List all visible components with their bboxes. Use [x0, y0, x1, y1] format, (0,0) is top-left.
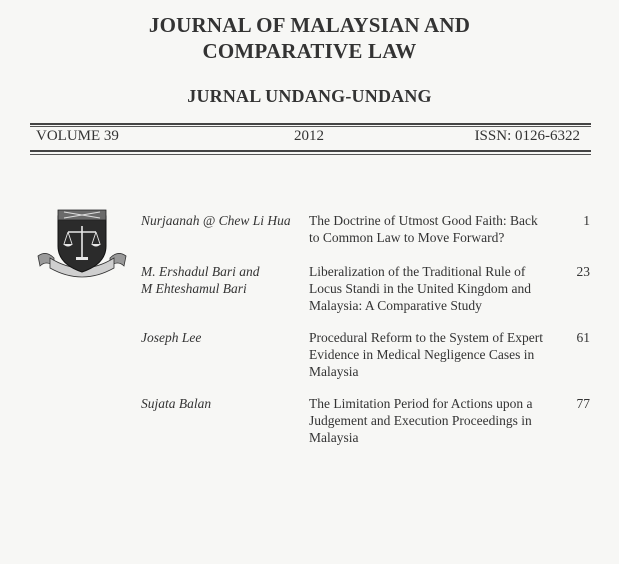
entry-title: The Limitation Period for Actions upon a Judgement and Execution Proceedings in Malaysia [309, 396, 533, 445]
entry-page-number: 1 [583, 213, 590, 228]
entry-title: Liberalization of the Traditional Rule of Locus Standi in the United Kingdom and Malaysia: A Comparative Study [309, 264, 531, 313]
university-crest-icon [36, 202, 128, 282]
journal-title-line-2: COMPARATIVE LAW [202, 39, 417, 63]
journal-subtitle: JURNAL UNDANG-UNDANG [187, 86, 432, 106]
entry-title: Procedural Reform to the System of Expert Evidence in Medical Negligence Cases in Malaysia [309, 330, 543, 379]
entry-page-number: 61 [576, 330, 590, 345]
volume-label: VOLUME 39 [36, 128, 119, 144]
entry-author: Nurjaanah @ Chew Li Hua [141, 213, 291, 228]
entry-author: Joseph Lee [141, 330, 202, 345]
bottom-rule [30, 150, 591, 152]
entry-author: M. Ershadul Bari and M Ehteshamul Bari [141, 264, 260, 296]
top-rule-thin [30, 126, 591, 127]
issue-info-row [36, 128, 580, 148]
entry-page-number: 77 [576, 396, 590, 411]
entry-page-number: 23 [576, 264, 590, 279]
entry-author: Sujata Balan [141, 396, 212, 411]
year-label: 2012 [294, 128, 324, 144]
issn-label: ISSN: 0126-6322 [474, 128, 580, 144]
journal-title-line-1: JOURNAL OF MALAYSIAN AND [148, 13, 471, 37]
bottom-rule-thin [30, 154, 591, 155]
top-rule [30, 123, 591, 125]
entry-title: The Doctrine of Utmost Good Faith: Back to Common Law to Move Forward? [309, 213, 538, 245]
